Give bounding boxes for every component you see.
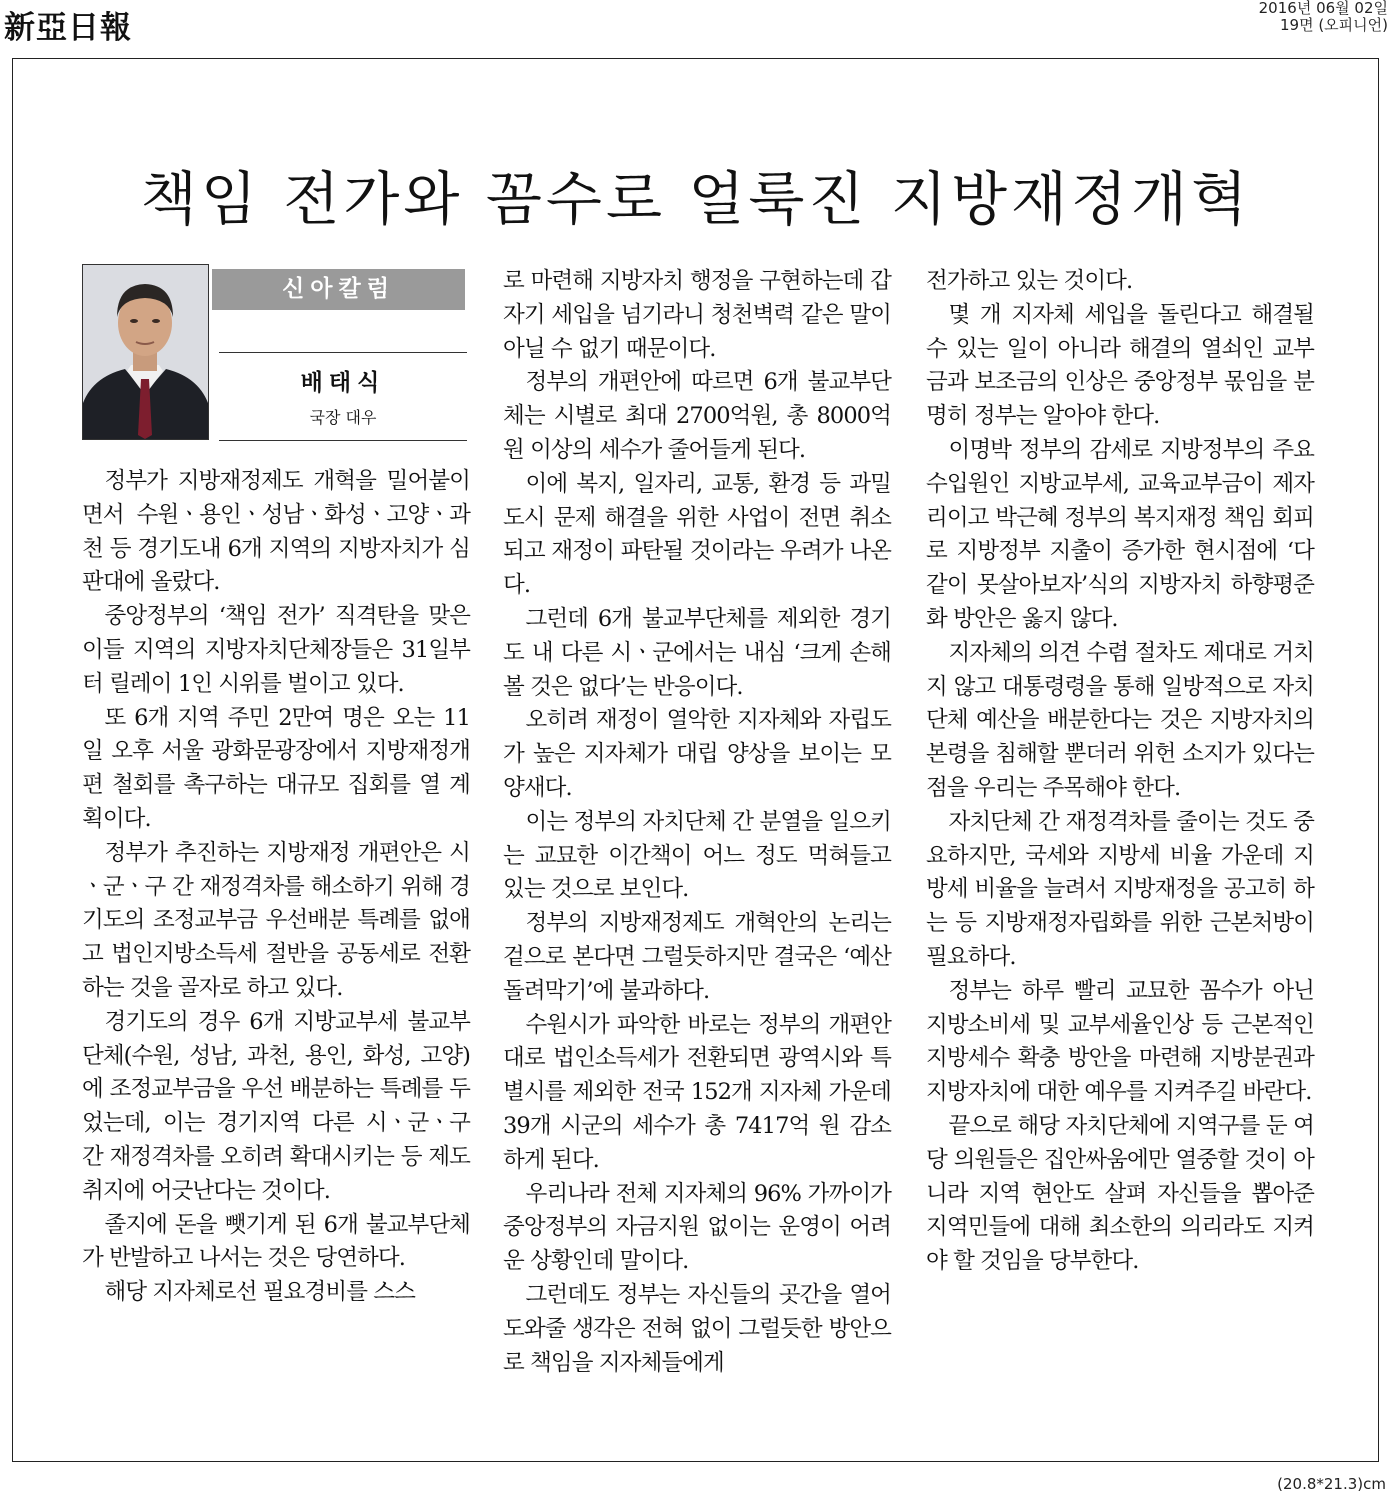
publication-date: 2016년 06월 02일: [1258, 0, 1388, 17]
paragraph: 그런데도 정부는 자신들의 곳간을 열어 도와줄 생각은 전혀 없이 그럴듯한 방안으로 책임을 지자체들에게: [503, 1281, 891, 1376]
paragraph: 우리나라 전체 지자체의 96% 가까이가 중앙정부의 자금지원 없이는 운영이 어려운 상황인데 말이다.: [503, 1180, 891, 1275]
article-column-2: [503, 265, 891, 1380]
author-title: 국장 대우: [309, 408, 377, 427]
clipping-size-note: (20.8*21.3)cm: [1277, 1475, 1386, 1493]
divider-line: [219, 440, 467, 441]
paragraph: 몇 개 지자체 세입을 돌린다고 해결될 수 있는 일이 아니라 해결의 열쇠인 교부금과 보조금의 인상은 중앙정부 몫임을 분명히 정부는 알아야 한다.: [926, 301, 1314, 430]
paragraph: 그런데 6개 불교부단체를 제외한 경기도 내 다른 시ㆍ군에서는 내심 ‘크게 손해 볼 것은 없다’는 반응이다.: [503, 605, 891, 700]
paragraph: 또 6개 지역 주민 2만여 명은 오는 11일 오후 서울 광화문광장에서 지방재정개편 철회를 촉구하는 대규모 집회를 열 계획이다.: [82, 704, 470, 832]
newspaper-masthead: 新亞日報: [4, 10, 132, 46]
divider-line: [219, 352, 467, 353]
article-column-1: [82, 465, 470, 1310]
author-portrait: [83, 265, 208, 439]
author-photo-icon: [82, 264, 209, 440]
paragraph: 정부의 개편안에 따르면 6개 불교부단체는 시별로 최대 2700억원, 총 8000억원 이상의 세수가 줄어들게 된다.: [503, 369, 891, 463]
paragraph: 해당 지자체로선 필요경비를 스스: [104, 1279, 415, 1306]
paragraph: 전가하고 있는 것이다.: [926, 268, 1133, 294]
paragraph: 정부가 추진하는 지방재정 개편안은 시ㆍ군ㆍ구 간 재정격차를 해소하기 위해 경기도의 조정교부금 우선배분 특례를 없애고 법인지방소득세 절반을 공동세로 전환하는 것을 골자로 하고 있다.: [82, 839, 470, 1001]
paragraph: 경기도의 경우 6개 지방교부세 불교부단체(수원, 성남, 과천, 용인, 화성, 고양)에 조정교부금을 우선 배분하는 특례를 두었는데, 이는 경기지역 다른 시ㆍ군ㆍ구 간 재정격차를 오히려 확대시키는 등 제도 취지에 어긋난다는 것이다.: [82, 1008, 470, 1204]
paragraph: 중앙정부의 ‘책임 전가’ 직격탄을 맞은 이들 지역의 지방자치단체장들은 31일부터 릴레이 1인 시위를 벌이고 있다.: [82, 603, 470, 697]
paragraph: 수원시가 파악한 바로는 정부의 개편안대로 법인소득세가 전환되면 광역시와 특별시를 제외한 전국 152개 지자체 가운데 39개 시군의 세수가 총 7417억 원 감소하게 된다.: [503, 1011, 891, 1173]
paragraph: 졸지에 돈을 뺏기게 된 6개 불교부단체가 반발하고 나서는 것은 당연하다.: [82, 1211, 470, 1272]
paragraph: 이는 정부의 자치단체 간 분열을 일으키는 교묘한 이간책이 어느 정도 먹혀들고 있는 것으로 보인다.: [503, 808, 891, 903]
paragraph: 로 마련해 지방자치 행정을 구현하는데 갑자기 세입을 넘기라니 청천벽력 같은 말이 아닐 수 없기 때문이다.: [503, 268, 891, 362]
paragraph: 오히려 재정이 열악한 지자체와 자립도가 높은 지자체가 대립 양상을 보이는 모양새다.: [503, 707, 891, 801]
author-name: 배태식: [300, 370, 386, 396]
paragraph: 이에 복지, 일자리, 교통, 환경 등 과밀도시 문제 해결을 위한 사업이 전면 취소되고 재정이 파탄될 것이라는 우려가 나온다.: [503, 470, 891, 599]
page-section: 19면 (오피니언): [1279, 16, 1388, 34]
publication-info: [1259, 0, 1388, 34]
article-column-3: [926, 265, 1314, 1279]
article-headline: 책임 전가와 꼼수로 얼룩진 지방재정개혁: [140, 164, 1252, 233]
paragraph: 정부는 하루 빨리 교묘한 꼼수가 아닌 지방소비세 및 교부세율인상 등 근본적인 지방세수 확충 방안을 마련해 지방분권과 지방자치에 대한 예우를 지켜주길 바란다.: [926, 977, 1314, 1106]
paragraph: 이명박 정부의 감세로 지방정부의 주요 수입원인 지방교부세, 교육교부금이 제자리이고 박근혜 정부의 복지재정 책임 회피로 지방정부 지출이 증가한 현시점에 ‘다 같이 못살아보자’식의 지방자치 하향평준화 방안은 옳지 않다.: [926, 436, 1314, 632]
column-name-banner: 신아칼럼: [212, 269, 465, 310]
paragraph: 정부가 지방재정제도 개혁을 밀어붙이면서 수원ㆍ용인ㆍ성남ㆍ화성ㆍ고양ㆍ과천 등 경기도내 6개 지역의 지방자치가 심판대에 올랐다.: [82, 468, 470, 596]
paragraph: 정부의 지방재정제도 개혁안의 논리는 겉으로 본다면 그럴듯하지만 결국은 ‘예산 돌려막기’에 불과하다.: [503, 910, 891, 1004]
paragraph: 지자체의 의견 수렴 절차도 제대로 거치지 않고 대통령령을 통해 일방적으로 자치단체 예산을 배분한다는 것은 지방자치의 본령을 침해할 뿐더러 위헌 소지가 있다는 점을 우리는 주목해야 한다.: [926, 639, 1314, 801]
paragraph: 자치단체 간 재정격차를 줄이는 것도 중요하지만, 국세와 지방세 비율 가운데 지방세 비율을 늘려서 지방재정을 공고히 하는 등 지방재정자립화를 위한 근본처방이 필요하다.: [926, 808, 1314, 970]
paragraph: 끝으로 해당 자치단체에 지역구를 둔 여당 의원들은 집안싸움에만 열중할 것이 아니라 지역 현안도 살펴 자신들을 뽑아준 지역민들에 대해 최소한의 의리라도 지켜야 할 것임을 당부한다.: [926, 1112, 1314, 1275]
